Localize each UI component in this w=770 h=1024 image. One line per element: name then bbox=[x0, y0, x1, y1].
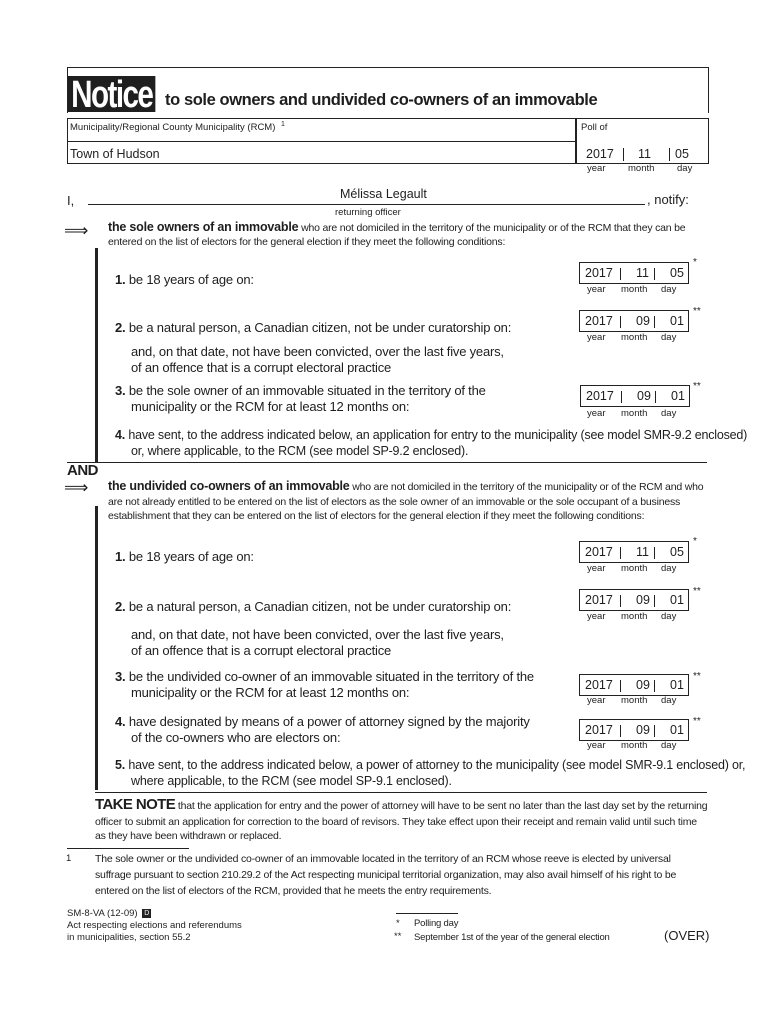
s1-condition1: 1. be 18 years of age on: bbox=[115, 272, 254, 287]
date-separator bbox=[654, 595, 655, 607]
poll-date-separator bbox=[669, 148, 670, 161]
date-caption-day: day bbox=[661, 332, 677, 343]
over-label: (OVER) bbox=[664, 928, 710, 943]
s2-c4-year[interactable]: 2017 bbox=[585, 723, 613, 737]
s2-c2-month[interactable]: 09 bbox=[636, 593, 650, 607]
footnote-rule bbox=[67, 848, 189, 849]
date-separator bbox=[654, 547, 655, 559]
form-code: SM-8-VA (12-09) D bbox=[67, 908, 150, 919]
officer-prefix: I, bbox=[67, 193, 75, 208]
s2-c3-day[interactable]: 01 bbox=[670, 678, 684, 692]
s1-condition4: 4. have sent, to the address indicated below, an application for entry to the municipality (see model SMR-9.2 enclosed) bbox=[115, 428, 748, 442]
municipality-field[interactable]: Town of Hudson bbox=[70, 147, 160, 161]
poll-year-field[interactable]: 2017 bbox=[586, 147, 614, 161]
date-caption-day: day bbox=[661, 611, 677, 622]
date-separator bbox=[654, 680, 655, 692]
s2-c4-star: ** bbox=[693, 716, 701, 727]
date-caption-month: month bbox=[621, 332, 648, 343]
municipality-box bbox=[67, 118, 576, 164]
date-separator bbox=[621, 391, 622, 403]
date-caption-month: month bbox=[621, 611, 648, 622]
date-caption-day: day bbox=[661, 284, 677, 295]
date-caption-month: month bbox=[621, 563, 648, 574]
s2-c3-month[interactable]: 09 bbox=[636, 678, 650, 692]
s1-c2-month[interactable]: 09 bbox=[636, 314, 650, 328]
section1-heading: the sole owners of an immovable bbox=[108, 220, 299, 234]
date-caption-year: year bbox=[587, 563, 606, 574]
legend-rule bbox=[396, 913, 458, 914]
date-separator bbox=[654, 268, 655, 280]
date-caption-year: year bbox=[587, 740, 606, 751]
officer-name-field[interactable]: Mélissa Legault bbox=[340, 187, 427, 201]
s2-c1-date-box[interactable] bbox=[579, 541, 689, 563]
municipality-label: Municipality/Regional County Municipality (RCM) bbox=[70, 122, 276, 133]
s2-condition4: 4. have designated by means of a power of attorney signed by the majority bbox=[115, 714, 530, 729]
document-title: to sole owners and undivided co-owners of an immovable bbox=[165, 91, 598, 109]
date-caption-year: year bbox=[587, 695, 606, 706]
date-separator bbox=[654, 725, 655, 737]
s2-c1-day[interactable]: 05 bbox=[670, 545, 684, 559]
s1-c1-star: * bbox=[693, 257, 697, 268]
s2-condition2-line2: and, on that date, not have been convicted, over the last five years, bbox=[131, 627, 504, 642]
s2-condition3: 3. be the undivided co-owner of an immovable situated in the territory of the bbox=[115, 669, 534, 684]
date-separator bbox=[654, 316, 655, 328]
section1-arrow-icon: ⟹ bbox=[64, 221, 89, 240]
s1-c2-date-box[interactable] bbox=[579, 310, 689, 332]
s2-c2-star: ** bbox=[693, 586, 701, 597]
s1-condition2-line2: and, on that date, not have been convicted, over the last five years, bbox=[131, 344, 504, 359]
s1-c3-year[interactable]: 2017 bbox=[586, 389, 614, 403]
s2-c1-year[interactable]: 2017 bbox=[585, 545, 613, 559]
date-caption-month: month bbox=[621, 408, 648, 419]
section2-left-bar bbox=[95, 506, 98, 790]
s1-c3-star: ** bbox=[693, 381, 701, 392]
s1-c2-day[interactable]: 01 bbox=[670, 314, 684, 328]
date-caption-year: year bbox=[587, 408, 606, 419]
s1-c3-month[interactable]: 09 bbox=[637, 389, 651, 403]
poll-month-caption: month bbox=[628, 163, 655, 174]
s2-condition2-line3: of an offence that is a corrupt electoral practice bbox=[131, 643, 392, 658]
s2-c4-month[interactable]: 09 bbox=[636, 723, 650, 737]
take-note-label: TAKE NOTE bbox=[95, 796, 176, 813]
s2-c1-star: * bbox=[693, 536, 697, 547]
section1-intro bbox=[108, 221, 718, 235]
date-caption-day: day bbox=[661, 563, 677, 574]
take-note-line3: as they have been withdrawn or replaced. bbox=[95, 830, 282, 842]
date-separator bbox=[620, 595, 621, 607]
take-note-line1: that the application for entry and the power of attorney will have to be sent no later than the last day set by the returning bbox=[175, 800, 708, 812]
poll-label: Poll of bbox=[581, 122, 608, 133]
date-caption-day: day bbox=[661, 740, 677, 751]
s1-condition4-line2: or, where applicable, to the RCM (see model SP-9.2 enclosed). bbox=[131, 444, 469, 458]
officer-name-line bbox=[88, 204, 645, 205]
s2-condition4-line2: of the co-owners who are electors on: bbox=[131, 730, 341, 745]
date-separator bbox=[620, 316, 621, 328]
date-separator bbox=[620, 268, 621, 280]
section-divider bbox=[95, 792, 707, 793]
take-note-line2: officer to submit an application for correction to the board of revisors. They take effect upon their receipt and remain valid until such time bbox=[95, 816, 697, 828]
s2-c4-date-box[interactable] bbox=[579, 719, 689, 741]
section1-left-bar bbox=[95, 248, 98, 463]
section2-heading: the undivided co-owners of an immovable bbox=[108, 479, 350, 493]
s2-c3-star: ** bbox=[693, 671, 701, 682]
date-caption-year: year bbox=[587, 332, 606, 343]
s1-condition3: 3. be the sole owner of an immovable situated in the territory of the bbox=[115, 383, 486, 398]
date-caption-month: month bbox=[621, 740, 648, 751]
poll-day-field[interactable]: 05 bbox=[675, 147, 689, 161]
and-label: AND bbox=[67, 462, 98, 479]
form-badge-icon: D bbox=[144, 909, 150, 917]
act-line1: Act respecting elections and referendums bbox=[67, 920, 242, 931]
legend-star2: ** bbox=[394, 931, 402, 942]
officer-suffix: , notify: bbox=[647, 192, 689, 207]
legend-star1: * bbox=[396, 918, 400, 929]
footnote-line2: suffrage pursuant to section 210.29.2 of the Act respecting municipal territorial organization, may also avail himself of his right to be bbox=[95, 869, 677, 881]
section2-intro-line3: establishment that they can be entered on the list of electors for the general election if they meet the following conditions: bbox=[108, 510, 645, 522]
s1-c3-date-box[interactable] bbox=[580, 385, 690, 407]
s2-condition5-line2: where applicable, to the RCM (see model SP-9.1 enclosed). bbox=[131, 774, 452, 788]
date-caption-day: day bbox=[661, 695, 677, 706]
poll-box bbox=[576, 118, 709, 164]
s2-condition1: 1. be 18 years of age on: bbox=[115, 549, 254, 564]
s2-c2-date-box[interactable] bbox=[579, 589, 689, 611]
section-divider bbox=[67, 462, 707, 463]
s2-c3-date-box[interactable] bbox=[579, 674, 689, 696]
municipality-footnote-mark: 1 bbox=[281, 121, 285, 128]
footnote-line1: The sole owner or the undivided co-owner of an immovable located in the territory of an RCM whose reeve is elected by universal bbox=[95, 853, 671, 865]
act-line2: in municipalities, section 55.2 bbox=[67, 932, 191, 943]
s1-c1-year[interactable]: 2017 bbox=[585, 266, 613, 280]
s2-c4-day[interactable]: 01 bbox=[670, 723, 684, 737]
s1-condition2-line3: of an offence that is a corrupt electoral practice bbox=[131, 360, 392, 375]
footnote-mark: 1 bbox=[66, 853, 72, 864]
s2-c2-year[interactable]: 2017 bbox=[585, 593, 613, 607]
date-separator bbox=[620, 725, 621, 737]
poll-date-separator bbox=[623, 148, 624, 161]
section1-intro-line2: entered on the list of electors for the general election if they meet the following conditions: bbox=[108, 236, 506, 248]
poll-day-caption: day bbox=[677, 163, 693, 174]
date-caption-month: month bbox=[621, 284, 648, 295]
s2-c2-day[interactable]: 01 bbox=[670, 593, 684, 607]
section2-intro-line2: are not already entitled to be entered on the list of electors as the sole owner of an immovable or the sole occupant of a business bbox=[108, 496, 681, 508]
s1-c1-day[interactable]: 05 bbox=[670, 266, 684, 280]
s2-condition3-line2: municipality or the RCM for at least 12 months on: bbox=[131, 685, 410, 700]
footnote-line3: entered on the list of electors of the RCM, provided that he meets the entry requirements. bbox=[95, 885, 492, 897]
take-note-paragraph bbox=[95, 798, 715, 813]
s1-c2-star: ** bbox=[693, 306, 701, 317]
s1-condition2: 2. be a natural person, a Canadian citizen, not be under curatorship on: bbox=[115, 320, 512, 335]
date-caption-day: day bbox=[661, 408, 677, 419]
s1-condition3-line2: municipality or the RCM for at least 12 months on: bbox=[131, 399, 410, 414]
section2-intro-text: who are not domiciled in the territory of the municipality or of the RCM and who bbox=[349, 481, 704, 493]
poll-year-caption: year bbox=[587, 163, 606, 174]
poll-month-field[interactable]: 11 bbox=[638, 147, 651, 161]
date-caption-year: year bbox=[587, 284, 606, 295]
s1-c3-day[interactable]: 01 bbox=[671, 389, 685, 403]
section1-intro-text: who are not domiciled in the territory of the municipality or of the RCM that they can be bbox=[298, 222, 686, 234]
officer-caption: returning officer bbox=[335, 207, 401, 218]
s1-c1-date-box[interactable] bbox=[579, 262, 689, 284]
date-separator bbox=[655, 391, 656, 403]
s2-condition2: 2. be a natural person, a Canadian citizen, not be under curatorship on: bbox=[115, 599, 512, 614]
s2-c1-month[interactable]: 11 bbox=[636, 545, 649, 559]
notice-title-block: Notice bbox=[68, 76, 155, 112]
date-caption-year: year bbox=[587, 611, 606, 622]
legend-star1-text: Polling day bbox=[414, 918, 459, 929]
s1-c2-year[interactable]: 2017 bbox=[585, 314, 613, 328]
legend-star2-text: September 1st of the year of the general election bbox=[414, 932, 610, 943]
date-separator bbox=[620, 547, 621, 559]
s2-condition5: 5. have sent, to the address indicated below, a power of attorney to the municipality (see model SMR-9.1 enclosed) or, bbox=[115, 758, 746, 772]
municipality-divider bbox=[68, 141, 575, 142]
section2-arrow-icon: ⟹ bbox=[64, 478, 89, 497]
section2-intro bbox=[108, 480, 718, 494]
s1-c1-month[interactable]: 11 bbox=[636, 266, 649, 280]
date-separator bbox=[620, 680, 621, 692]
s2-c3-year[interactable]: 2017 bbox=[585, 678, 613, 692]
date-caption-month: month bbox=[621, 695, 648, 706]
